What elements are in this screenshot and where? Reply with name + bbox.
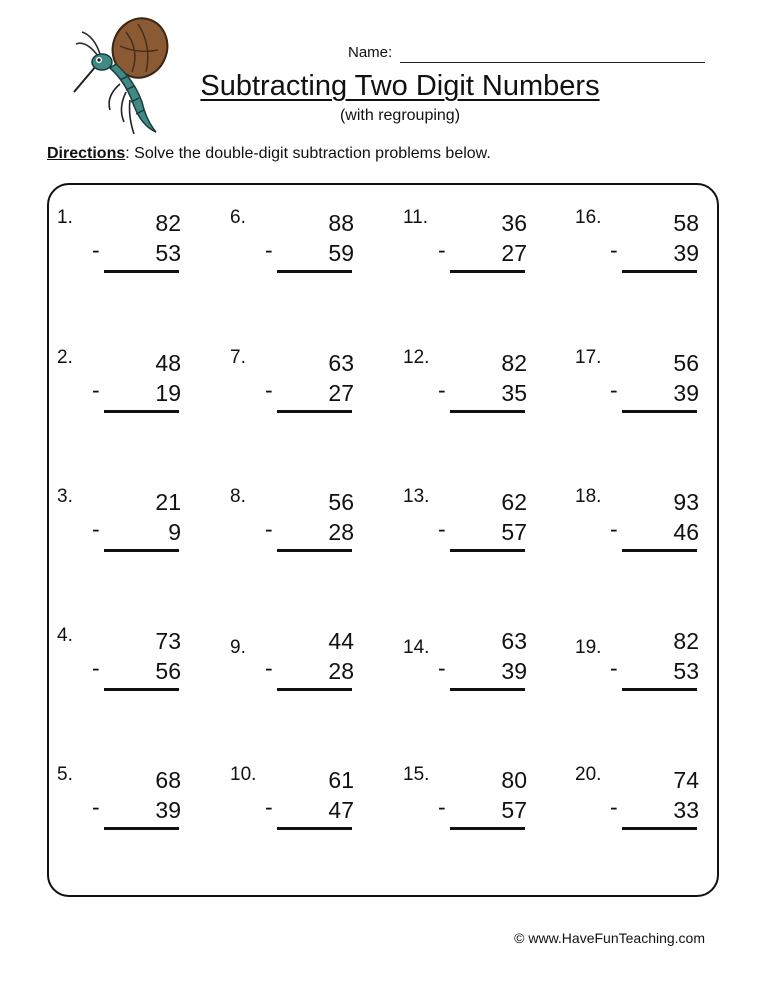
minuend: 80 [501, 767, 527, 793]
subtrahend: 53 [155, 240, 181, 266]
problem-item [230, 347, 370, 437]
answer-line[interactable] [622, 270, 697, 273]
answer-line[interactable] [450, 270, 525, 273]
subtrahend: 27 [328, 380, 354, 406]
minuend: 58 [673, 210, 699, 236]
problem-number: 5. [57, 764, 73, 785]
subtrahend: 33 [673, 797, 699, 823]
problem-item [575, 486, 715, 576]
minus-sign: - [610, 655, 618, 681]
minus-sign: - [92, 655, 100, 681]
problem-item [403, 347, 543, 437]
minuend: 82 [673, 628, 699, 654]
subtrahend: 35 [501, 380, 527, 406]
problem-grid [47, 183, 719, 897]
answer-line[interactable] [450, 410, 525, 413]
problem-item [575, 625, 715, 715]
subtrahend: 27 [501, 240, 527, 266]
problem-number: 8. [230, 486, 246, 507]
problem-number: 20. [575, 764, 602, 785]
subtrahend: 39 [673, 380, 699, 406]
answer-line[interactable] [450, 549, 525, 552]
minus-sign: - [438, 794, 446, 820]
answer-line[interactable] [104, 549, 179, 552]
problem-number: 15. [403, 764, 430, 785]
minuend: 62 [501, 489, 527, 515]
minuend: 63 [328, 350, 354, 376]
minuend: 36 [501, 210, 527, 236]
answer-line[interactable] [104, 410, 179, 413]
minus-sign: - [438, 516, 446, 542]
subtrahend: 59 [328, 240, 354, 266]
answer-line[interactable] [450, 688, 525, 691]
answer-line[interactable] [104, 688, 179, 691]
page-subtitle: (with regrouping) [339, 107, 461, 124]
copyright-footer: © www.HaveFunTeaching.com [514, 930, 705, 946]
minuend: 56 [328, 489, 354, 515]
page-title: Subtracting Two Digit Numbers [200, 70, 600, 102]
subtrahend: 53 [673, 658, 699, 684]
minuend: 61 [328, 767, 354, 793]
directions-label: Directions [47, 145, 126, 162]
subtrahend: 57 [501, 797, 527, 823]
answer-line[interactable] [622, 549, 697, 552]
subtrahend: 39 [155, 797, 181, 823]
minus-sign: - [92, 237, 100, 263]
answer-line[interactable] [622, 827, 697, 830]
answer-line[interactable] [450, 827, 525, 830]
minuend: 93 [673, 489, 699, 515]
directions-text: : Solve the double-digit subtraction problems below. [125, 145, 491, 162]
problem-item [57, 347, 197, 437]
subtrahend: 9 [168, 519, 181, 545]
problem-item [230, 207, 370, 297]
answer-line[interactable] [622, 410, 697, 413]
minus-sign: - [265, 377, 273, 403]
problem-item [57, 625, 197, 715]
problem-item [57, 207, 197, 297]
name-label: Name: [348, 44, 393, 61]
problem-item [575, 207, 715, 297]
subtrahend: 46 [673, 519, 699, 545]
problem-number: 19. [575, 637, 602, 658]
problem-number: 9. [230, 637, 246, 658]
problem-number: 3. [57, 486, 73, 507]
minus-sign: - [610, 794, 618, 820]
problem-number: 7. [230, 347, 246, 368]
minus-sign: - [438, 237, 446, 263]
minus-sign: - [92, 516, 100, 542]
minus-sign: - [438, 377, 446, 403]
answer-line[interactable] [277, 410, 352, 413]
minus-sign: - [92, 794, 100, 820]
problem-item [403, 486, 543, 576]
subtrahend: 56 [155, 658, 181, 684]
minuend: 48 [155, 350, 181, 376]
minuend: 88 [328, 210, 354, 236]
minus-sign: - [265, 655, 273, 681]
minuend: 21 [155, 489, 181, 515]
problem-item [575, 347, 715, 437]
minuend: 73 [155, 628, 181, 654]
problem-number: 13. [403, 486, 430, 507]
problem-item [575, 764, 715, 854]
problem-item [57, 486, 197, 576]
problem-number: 18. [575, 486, 602, 507]
problem-item [403, 625, 543, 715]
minuend: 56 [673, 350, 699, 376]
problem-number: 14. [403, 637, 430, 658]
problem-item [230, 486, 370, 576]
minuend: 63 [501, 628, 527, 654]
subtrahend: 47 [328, 797, 354, 823]
minus-sign: - [265, 237, 273, 263]
answer-line[interactable] [622, 688, 697, 691]
minuend: 74 [673, 767, 699, 793]
minus-sign: - [610, 377, 618, 403]
minus-sign: - [610, 237, 618, 263]
problem-number: 1. [57, 207, 73, 228]
problem-number: 17. [575, 347, 602, 368]
problem-number: 6. [230, 207, 246, 228]
answer-line[interactable] [277, 827, 352, 830]
name-field[interactable] [400, 62, 705, 63]
minus-sign: - [610, 516, 618, 542]
minuend: 44 [328, 628, 354, 654]
answer-line[interactable] [277, 270, 352, 273]
minus-sign: - [265, 794, 273, 820]
problem-number: 2. [57, 347, 73, 368]
problem-item [403, 207, 543, 297]
problem-number: 4. [57, 625, 73, 646]
answer-line[interactable] [277, 688, 352, 691]
problem-item [57, 764, 197, 854]
subtrahend: 39 [501, 658, 527, 684]
answer-line[interactable] [104, 827, 179, 830]
answer-line[interactable] [104, 270, 179, 273]
subtrahend: 28 [328, 658, 354, 684]
problem-item [230, 764, 370, 854]
subtrahend: 39 [673, 240, 699, 266]
problem-number: 12. [403, 347, 430, 368]
directions [47, 145, 491, 163]
minus-sign: - [438, 655, 446, 681]
problem-number: 11. [403, 207, 429, 228]
subtrahend: 19 [155, 380, 181, 406]
problem-number: 10. [230, 764, 257, 785]
answer-line[interactable] [277, 549, 352, 552]
subtrahend: 57 [501, 519, 527, 545]
minuend: 82 [501, 350, 527, 376]
minuend: 68 [155, 767, 181, 793]
minus-sign: - [92, 377, 100, 403]
subtrahend: 28 [328, 519, 354, 545]
problem-item [230, 625, 370, 715]
minus-sign: - [265, 516, 273, 542]
problem-number: 16. [575, 207, 602, 228]
minuend: 82 [155, 210, 181, 236]
problem-item [403, 764, 543, 854]
